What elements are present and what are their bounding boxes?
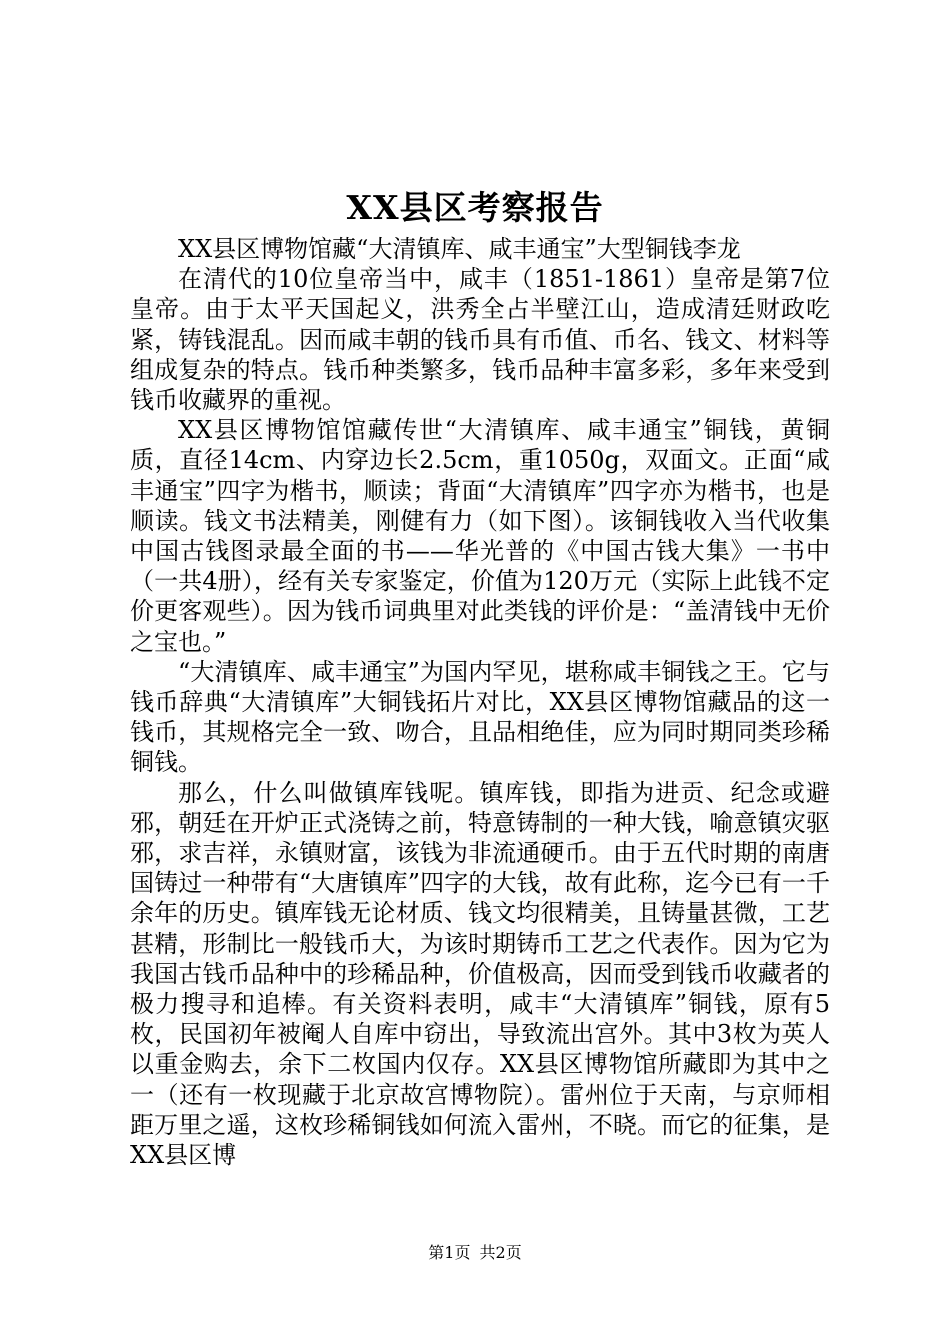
total-pages: 共2页 [479, 1243, 522, 1262]
paragraph: “大清镇库、咸丰通宝”为国内罕见，堪称咸丰铜钱之王。它与钱币辞典“大清镇库”大铜钱拓片对比，XX县区博物馆藏品的这一钱币，其规格完全一致、吻合，且品相绝佳，应为同时期同类珍稀铜钱。 [130, 657, 830, 777]
document-body [130, 234, 830, 1170]
document-title: XX县区考察报告 [346, 188, 604, 227]
paragraph: 在清代的10位皇帝当中，咸丰（1851-1861）皇帝是第7位皇帝。由于太平天国起义，洪秀全占半壁江山，造成清廷财政吃紧，铸钱混乱。因而咸丰朝的钱币具有币值、币名、钱文、材料等组成复杂的特点。钱币种类繁多，钱币品种丰富多彩，多年来受到钱币收藏界的重视。 [130, 265, 830, 415]
paragraph: 那么，什么叫做镇库钱呢。镇库钱，即指为进贡、纪念或避邪，朝廷在开炉正式浇铸之前，特意铸制的一种大钱，喻意镇灾驱邪，求吉祥，永镇财富，该钱为非流通硬币。由于五代时期的南唐国铸过一种带有“大唐镇库”四字的大钱，故有此称，迄今已有一千余年的历史。镇库钱无论材质、钱文均很精美，且铸量甚微，工艺甚精，形制比一般钱币大，为该时期铸币工艺之代表作。因为它为我国古钱币品种中的珍稀品种，价值极高，因而受到钱币收藏者的极力搜寻和追棒。有关资料表明，咸丰“大清镇库”铜钱，原有5枚，民国初年被阉人自库中窃出，导致流出宫外。其中3枚为英人以重金购去，余下二枚国内仅存。XX县区博物馆所藏即为其中之一（还有一枚现藏于北京故宫博物院）。雷州位于天南，与京师相距万里之遥，这枚珍稀铜钱如何流入雷州，不晓。而它的征集，是XX县区博 [130, 778, 830, 1170]
paragraph: XX县区博物馆馆藏传世“大清镇库、咸丰通宝”铜钱，黄铜质，直径14cm、内穿边长2.5cm，重1050g，双面文。正面“咸丰通宝”四字为楷书，顺读；背面“大清镇库”四字亦为楷书，也是顺读。钱文书法精美，刚健有力（如下图）。该铜钱收入当代收集中国古钱图录最全面的书——华光普的《中国古钱大集》一书中（一共4册），经有关专家鉴定，价值为120万元（实际上此钱不定价更客观些）。因为钱币词典里对此类钱的评价是：“盖清钱中无价之宝也。” [130, 416, 830, 656]
page-number: 第1页 [428, 1243, 471, 1262]
paragraph-subtitle: XX县区博物馆藏“大清镇库、咸丰通宝”大型铜钱李龙 [178, 235, 741, 263]
page-footer [0, 1243, 950, 1263]
